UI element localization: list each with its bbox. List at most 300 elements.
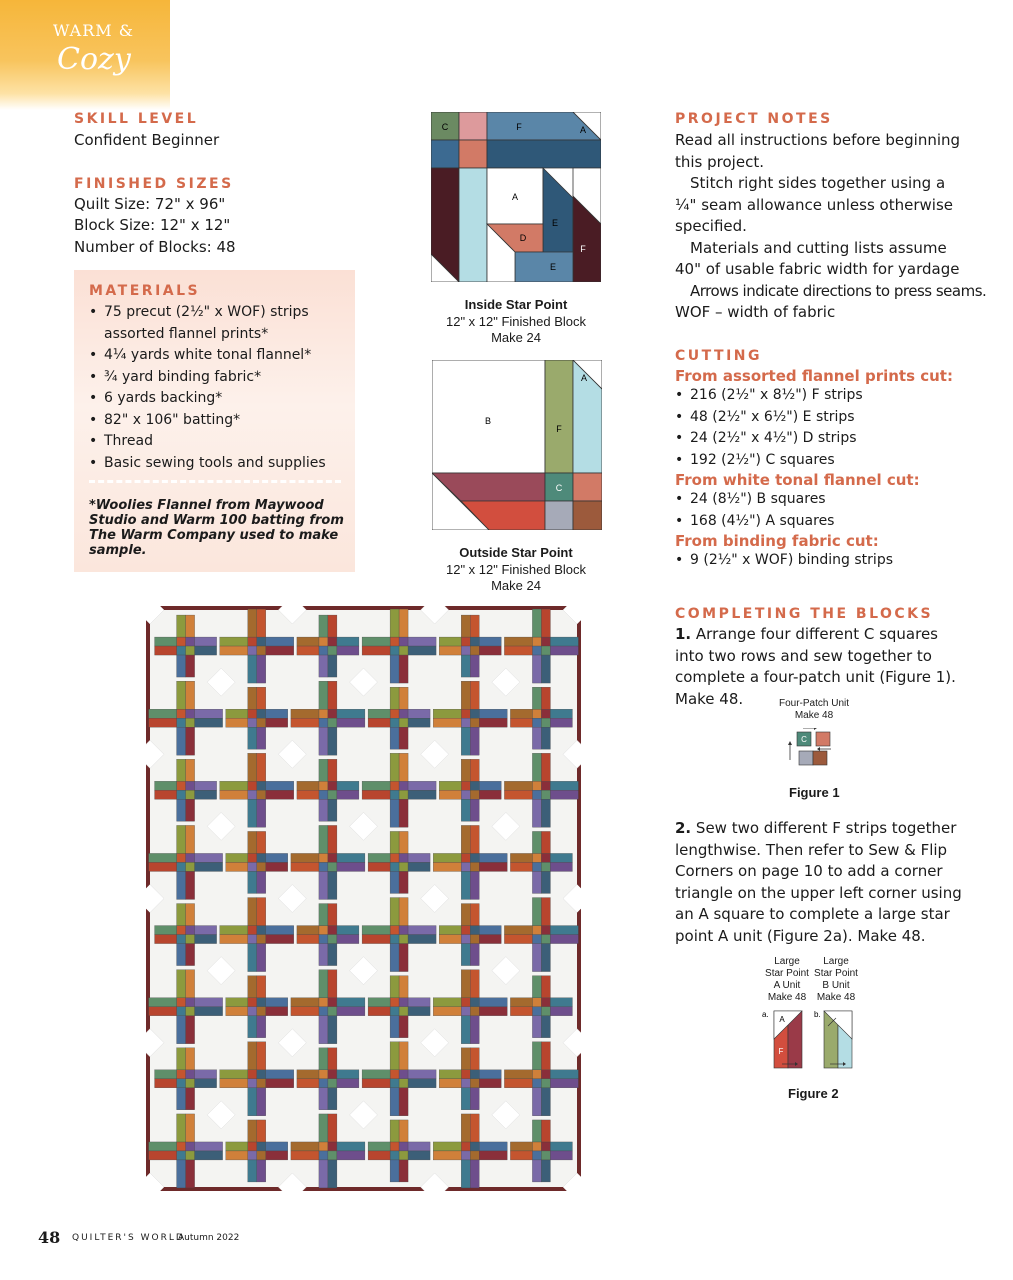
quilt-patch [177, 799, 186, 821]
quilt-patch [266, 862, 288, 871]
quilt-patch [220, 1070, 248, 1079]
quilt-patch [532, 1007, 541, 1016]
quilt-patch [390, 1142, 399, 1151]
quilt-patch [541, 862, 550, 871]
quilt-patch [408, 718, 430, 727]
quilt-patch [266, 1007, 288, 1016]
notes-body [675, 130, 987, 324]
quilt-patch [504, 1079, 532, 1088]
quilt-patch [248, 687, 257, 709]
quilt-patch [337, 790, 359, 799]
quilt-patch [177, 790, 186, 799]
quilt-patch [541, 1120, 550, 1142]
quilt-patch [541, 1070, 550, 1079]
quilt-patch [177, 862, 186, 871]
quilt-patch [399, 687, 408, 709]
quilt-patch [220, 790, 248, 799]
quilt-patch [390, 637, 399, 646]
quilt-patch [248, 1151, 257, 1160]
quilt-patch [399, 1007, 408, 1016]
quilt-patch [177, 681, 186, 709]
quilt-patch [504, 935, 532, 944]
quilt-patch [291, 718, 319, 727]
quilt-patch [186, 615, 195, 637]
quilt-patch [408, 646, 436, 655]
quilt-patch [550, 781, 578, 790]
quilt-patch [257, 853, 266, 862]
quilt-patch [368, 1142, 390, 1151]
quilt-patch [195, 1142, 223, 1151]
quilt-patch [186, 1142, 195, 1151]
quilt-patch [257, 718, 266, 727]
quilt-patch [319, 781, 328, 790]
quilt-patch [541, 1079, 550, 1088]
quilt-patch [257, 1007, 266, 1016]
quilt-patch [186, 1048, 195, 1070]
quilt-patch [319, 862, 328, 871]
quilt-patch [470, 637, 479, 646]
quilt-patch [390, 1088, 399, 1116]
list-item: • 75 precut (2½" x WOF) strips assorted flannel prints* [89, 302, 351, 345]
quilt-patch [266, 1079, 294, 1088]
quilt-patch [319, 615, 328, 637]
patch-navy-strip [487, 140, 601, 168]
quilt-patch [461, 637, 470, 646]
quilt-patch [177, 1016, 186, 1044]
quilt-patch [470, 926, 479, 935]
quilt-patch [177, 904, 186, 926]
quilt-patch [541, 1151, 550, 1160]
quilt-patch [328, 1079, 337, 1088]
list-item: • 82" x 106" batting* [89, 410, 351, 432]
step-1-number: 1. [675, 625, 692, 643]
quilt-patch [186, 944, 195, 966]
quilt-patch [470, 781, 479, 790]
quilt-patch [186, 759, 195, 781]
quilt-patch [532, 687, 541, 709]
quilt-patch [362, 637, 390, 646]
quilt-patch [541, 790, 550, 799]
quilt-patch [470, 646, 479, 655]
quilt-patch [504, 781, 532, 790]
quilt-patch [399, 944, 408, 972]
quilt-patch [257, 831, 266, 853]
quilt-patch [257, 655, 266, 683]
quilt-patch [257, 1016, 266, 1038]
quilt-patch [149, 1007, 177, 1016]
quilt-patch [297, 1070, 319, 1079]
quilt-patch [532, 609, 541, 637]
quilt-patch [155, 646, 177, 655]
figure2-label-line: Large [774, 956, 800, 967]
quilt-patch [550, 790, 578, 799]
quilt-patch [550, 998, 572, 1007]
quilt-patch [337, 709, 365, 718]
quilt-patch [541, 1088, 550, 1116]
quilt-patch [226, 862, 248, 871]
quilt-patch [362, 646, 390, 655]
quilt-patch [177, 637, 186, 646]
quilt-patch [319, 1088, 328, 1110]
quilt-patch [186, 646, 195, 655]
quilt-patch [439, 1070, 461, 1079]
quilt-patch [510, 998, 532, 1007]
quilt-patch [390, 781, 399, 790]
quilt-patch [186, 1070, 195, 1079]
quilt-patch [186, 1007, 195, 1016]
quilt-patch [195, 637, 217, 646]
figure2-label-line: Make 48 [816, 992, 856, 1003]
quilt-patch [439, 935, 461, 944]
quilt-patch [408, 935, 436, 944]
quilt-patch [177, 1088, 186, 1110]
quilt-patch [550, 1142, 572, 1151]
inside-star-point-diagram [431, 112, 601, 282]
quilt-patch [470, 998, 479, 1007]
quilt-patch [257, 1070, 266, 1079]
quilt-patch [149, 709, 177, 718]
figure1-label-line: Four-Patch Unit [778, 698, 850, 709]
quilt-patch [541, 944, 550, 972]
quilt-patch [177, 1142, 186, 1151]
quilt-patch [439, 926, 461, 935]
quilt-patch [155, 926, 177, 935]
quilt-patch [248, 609, 257, 637]
quilt-patch [337, 1007, 365, 1016]
quilt-patch [470, 1151, 479, 1160]
quilt-patch [408, 1070, 436, 1079]
quilt-patch [479, 926, 501, 935]
quilt-patch [504, 646, 532, 655]
list-item: • ¾ yard binding fabric* [89, 367, 351, 389]
quilt-patch [297, 935, 319, 944]
quilt-patch [479, 1079, 501, 1088]
quilt-patch [504, 637, 532, 646]
quilt-patch [328, 926, 337, 935]
quilt-patch [470, 1016, 479, 1044]
quilt-patch [257, 1160, 266, 1182]
cutting-white-list [675, 489, 965, 532]
label-e: E [551, 218, 559, 228]
list-item: • 168 (4½") A squares [675, 511, 965, 533]
outside-block-make: Make 24 [491, 578, 541, 593]
quilt-patch [186, 781, 195, 790]
quilt-patch [257, 926, 266, 935]
quilt-patch [541, 655, 550, 683]
quilt-patch [470, 1007, 479, 1016]
quilt-patch [248, 1007, 257, 1016]
figure2-label-line: A Unit [773, 980, 801, 991]
quilt-patch [186, 970, 195, 998]
quilt-patch [408, 1079, 436, 1088]
quilt-patch [328, 655, 337, 677]
quilt-patch [226, 998, 248, 1007]
quilt-patch [541, 1160, 550, 1182]
quilt-patch [248, 718, 257, 727]
quilt-patch [248, 1079, 257, 1088]
quilt-patch [257, 871, 266, 893]
quilt-patch [257, 1088, 266, 1116]
quilt-patch [186, 727, 195, 755]
quilt-patch [399, 646, 408, 655]
quilt-patch [532, 853, 541, 862]
quilt-patch [226, 718, 248, 727]
quilt-patch [319, 1142, 328, 1151]
quilt-patch [195, 935, 217, 944]
quilt-patch [186, 853, 195, 862]
quilt-patch [328, 1048, 337, 1070]
quilt-patch [177, 935, 186, 944]
magazine-name: QUILTER'S WORLD [72, 1233, 185, 1243]
quilt-patch [149, 853, 177, 862]
figure1-label [764, 698, 864, 722]
quilt-patch [186, 998, 195, 1007]
quilt-patch [337, 1070, 359, 1079]
quilt-patch [532, 1070, 541, 1079]
quilt-patch [470, 759, 479, 781]
quilt-patch [390, 926, 399, 935]
quilt-patch [510, 862, 532, 871]
quilt-patch [186, 825, 195, 853]
quilt-patch [470, 862, 479, 871]
quilt-patch [177, 1007, 186, 1016]
quilt-patch [541, 727, 550, 749]
quilt-patch [470, 1079, 479, 1088]
quilt-patch [470, 853, 479, 862]
materials-list [89, 302, 351, 474]
quilt-patch [510, 853, 532, 862]
quilt-patch [328, 1142, 337, 1151]
quilt-patch [390, 799, 399, 827]
quilt-patch [390, 1151, 399, 1160]
quilt-patch [439, 781, 461, 790]
quilt-patch [328, 646, 337, 655]
quilt-patch [186, 1016, 195, 1044]
quilt-patch [368, 998, 390, 1007]
quilt-patch [461, 871, 470, 899]
quilt-patch [328, 935, 337, 944]
quilt-patch [532, 862, 541, 871]
quilt-patch [177, 615, 186, 637]
quilt-patch [149, 998, 177, 1007]
quilt-patch [319, 944, 328, 966]
quilt-patch [328, 790, 337, 799]
quilt-patch [368, 853, 390, 862]
quilt-patch [226, 853, 248, 862]
quilt-patch [186, 1088, 195, 1110]
quilt-patch [328, 709, 337, 718]
quilt-patch [532, 871, 541, 893]
quilt-patch [266, 1142, 288, 1151]
quilt-patch [390, 831, 399, 853]
quilt-patch [390, 609, 399, 637]
quilt-patch [390, 1160, 399, 1182]
quilt-patch [257, 1151, 266, 1160]
quilt-patch [433, 1007, 461, 1016]
quilt-patch [257, 944, 266, 972]
sizes-heading: FINISHED SIZES [74, 176, 234, 192]
notes-p2: Stitch right sides together using a ¼" seam allowance unless otherwise specified. [675, 174, 953, 235]
quilt-patch [532, 790, 541, 799]
quilt-patch [461, 926, 470, 935]
quilt-patch [541, 831, 550, 853]
quilt-patch [541, 709, 550, 718]
quilt-patch [550, 926, 578, 935]
figure1-c-label: C [801, 735, 807, 744]
quilt-patch [195, 998, 223, 1007]
quilt-patch [461, 759, 470, 781]
quilt-patch [177, 718, 186, 727]
quilt-patch [291, 862, 319, 871]
quilt-patch [368, 1007, 390, 1016]
quilt-patch [532, 1160, 541, 1182]
quilt-patch [248, 1016, 257, 1038]
quilt-patch [433, 1142, 461, 1151]
quilt-patch [532, 646, 541, 655]
quilt-patch [177, 1048, 186, 1070]
quilt-patch [195, 853, 223, 862]
issue: Autumn 2022 [178, 1233, 240, 1243]
list-item: • 24 (2½" x 4½") D strips [675, 428, 965, 450]
quilt-patch [319, 1151, 328, 1160]
quilt-patch [248, 926, 257, 935]
quilt-patch [439, 637, 461, 646]
quilt-patch [390, 753, 399, 781]
quilt-patch [248, 799, 257, 827]
quilt-patch [541, 976, 550, 998]
quilt-patch [461, 998, 470, 1007]
quilt-patch [328, 799, 337, 821]
quilt-patch [399, 1142, 408, 1151]
quilt-patch [248, 646, 257, 655]
quilt-patch [248, 753, 257, 781]
notes-p1: Read all instructions before beginning this project. [675, 131, 961, 171]
quilt-patch [155, 935, 177, 944]
quilt-patch [248, 1042, 257, 1070]
label-e2: E [549, 262, 557, 272]
quilt-patch [319, 926, 328, 935]
quilt-patch [155, 1079, 177, 1088]
quilt-patch [319, 1114, 328, 1142]
quilt-patch [541, 799, 550, 827]
quilt-patch [541, 609, 550, 637]
quilt-patch [461, 944, 470, 966]
quilt-patch [328, 1088, 337, 1110]
quilt-patch [266, 637, 294, 646]
quilt-patch [248, 1070, 257, 1079]
inside-block-title: Inside Star Point [464, 297, 568, 312]
quilt-patch [470, 1160, 479, 1188]
quilt-patch [328, 615, 337, 637]
quilt-patch [461, 1151, 470, 1160]
quilt-patch [439, 1079, 461, 1088]
quilt-patch [257, 727, 266, 749]
quilt-patch [479, 862, 507, 871]
quilt-patch [532, 753, 541, 781]
quilt-patch [550, 718, 572, 727]
quilt-patch [291, 709, 319, 718]
quilt-patch [461, 853, 470, 862]
inside-block-caption [416, 297, 616, 347]
quilt-patch [399, 1088, 408, 1116]
figure2-a-tag: a. [762, 1010, 769, 1019]
quilt-patch [390, 718, 399, 727]
quilt-patch [248, 831, 257, 853]
quilt-patch [319, 904, 328, 926]
quilt-patch [149, 1151, 177, 1160]
quilt-patch [461, 935, 470, 944]
quilt-patch [177, 944, 186, 966]
quilt-patch [177, 1151, 186, 1160]
quilt-patch [399, 1079, 408, 1088]
number-of-blocks: Number of Blocks: 48 [74, 238, 236, 256]
quilt-patch [319, 1016, 328, 1044]
quilt-patch [470, 871, 479, 899]
quilt-patch [532, 1142, 541, 1151]
step-1-text: Arrange four different C squares into two rows and sew together to complete a four-patch unit (Figure 1). Make 48. [675, 625, 956, 708]
quilt-patch [177, 759, 186, 781]
quilt-patch [337, 853, 365, 862]
figure2-label-line: B Unit [822, 980, 850, 991]
quilt-patch [319, 935, 328, 944]
quilt-patch [328, 825, 337, 853]
quilt-patch [470, 935, 479, 944]
quilt-patch [479, 853, 507, 862]
quilt-patch [461, 1048, 470, 1070]
quilt-patch [470, 1048, 479, 1070]
quilt-patch [433, 718, 461, 727]
figure2a-label [762, 956, 812, 1004]
quilt-patch [337, 646, 359, 655]
quilt-patch [328, 904, 337, 926]
quilt-patch [248, 655, 257, 683]
quilt-patch [541, 781, 550, 790]
quilt-patch [532, 976, 541, 998]
quilt-patch [257, 781, 266, 790]
cutting-binding-heading: From binding fabric cut: [675, 532, 879, 550]
quilt-patch [362, 1070, 390, 1079]
patch-f-sage [545, 360, 573, 473]
quilt-patch [541, 1142, 550, 1151]
notes-p3: Materials and cutting lists assume 40" of usable fabric width for yardage [675, 238, 960, 278]
quilt-patch [248, 637, 257, 646]
quilt-patch [390, 790, 399, 799]
quilt-patch [149, 862, 177, 871]
label-a2: A [511, 192, 519, 202]
quilt-patch [368, 709, 390, 718]
figure2b-label [811, 956, 861, 1004]
quilt-patch [195, 646, 217, 655]
quilt-patch [399, 1151, 408, 1160]
quilt-patch [532, 1088, 541, 1116]
quilt-patch [328, 871, 337, 899]
quilt-patch [479, 781, 501, 790]
quilt-patch [479, 1151, 507, 1160]
quilt-patch [257, 976, 266, 998]
list-item: • 4¼ yards white tonal flannel* [89, 345, 351, 367]
quilt-patch [328, 1070, 337, 1079]
quilt-patch [504, 926, 532, 935]
banner-cozy: Cozy [57, 42, 131, 77]
quilt-patch [319, 970, 328, 998]
quilt-patch [195, 1070, 217, 1079]
quilt-patch [541, 926, 550, 935]
quilt-patch [470, 655, 479, 677]
quilt-patch [479, 646, 501, 655]
quilt-patch [532, 709, 541, 718]
quilt-patch [390, 1016, 399, 1038]
quilt-patch [399, 790, 408, 799]
